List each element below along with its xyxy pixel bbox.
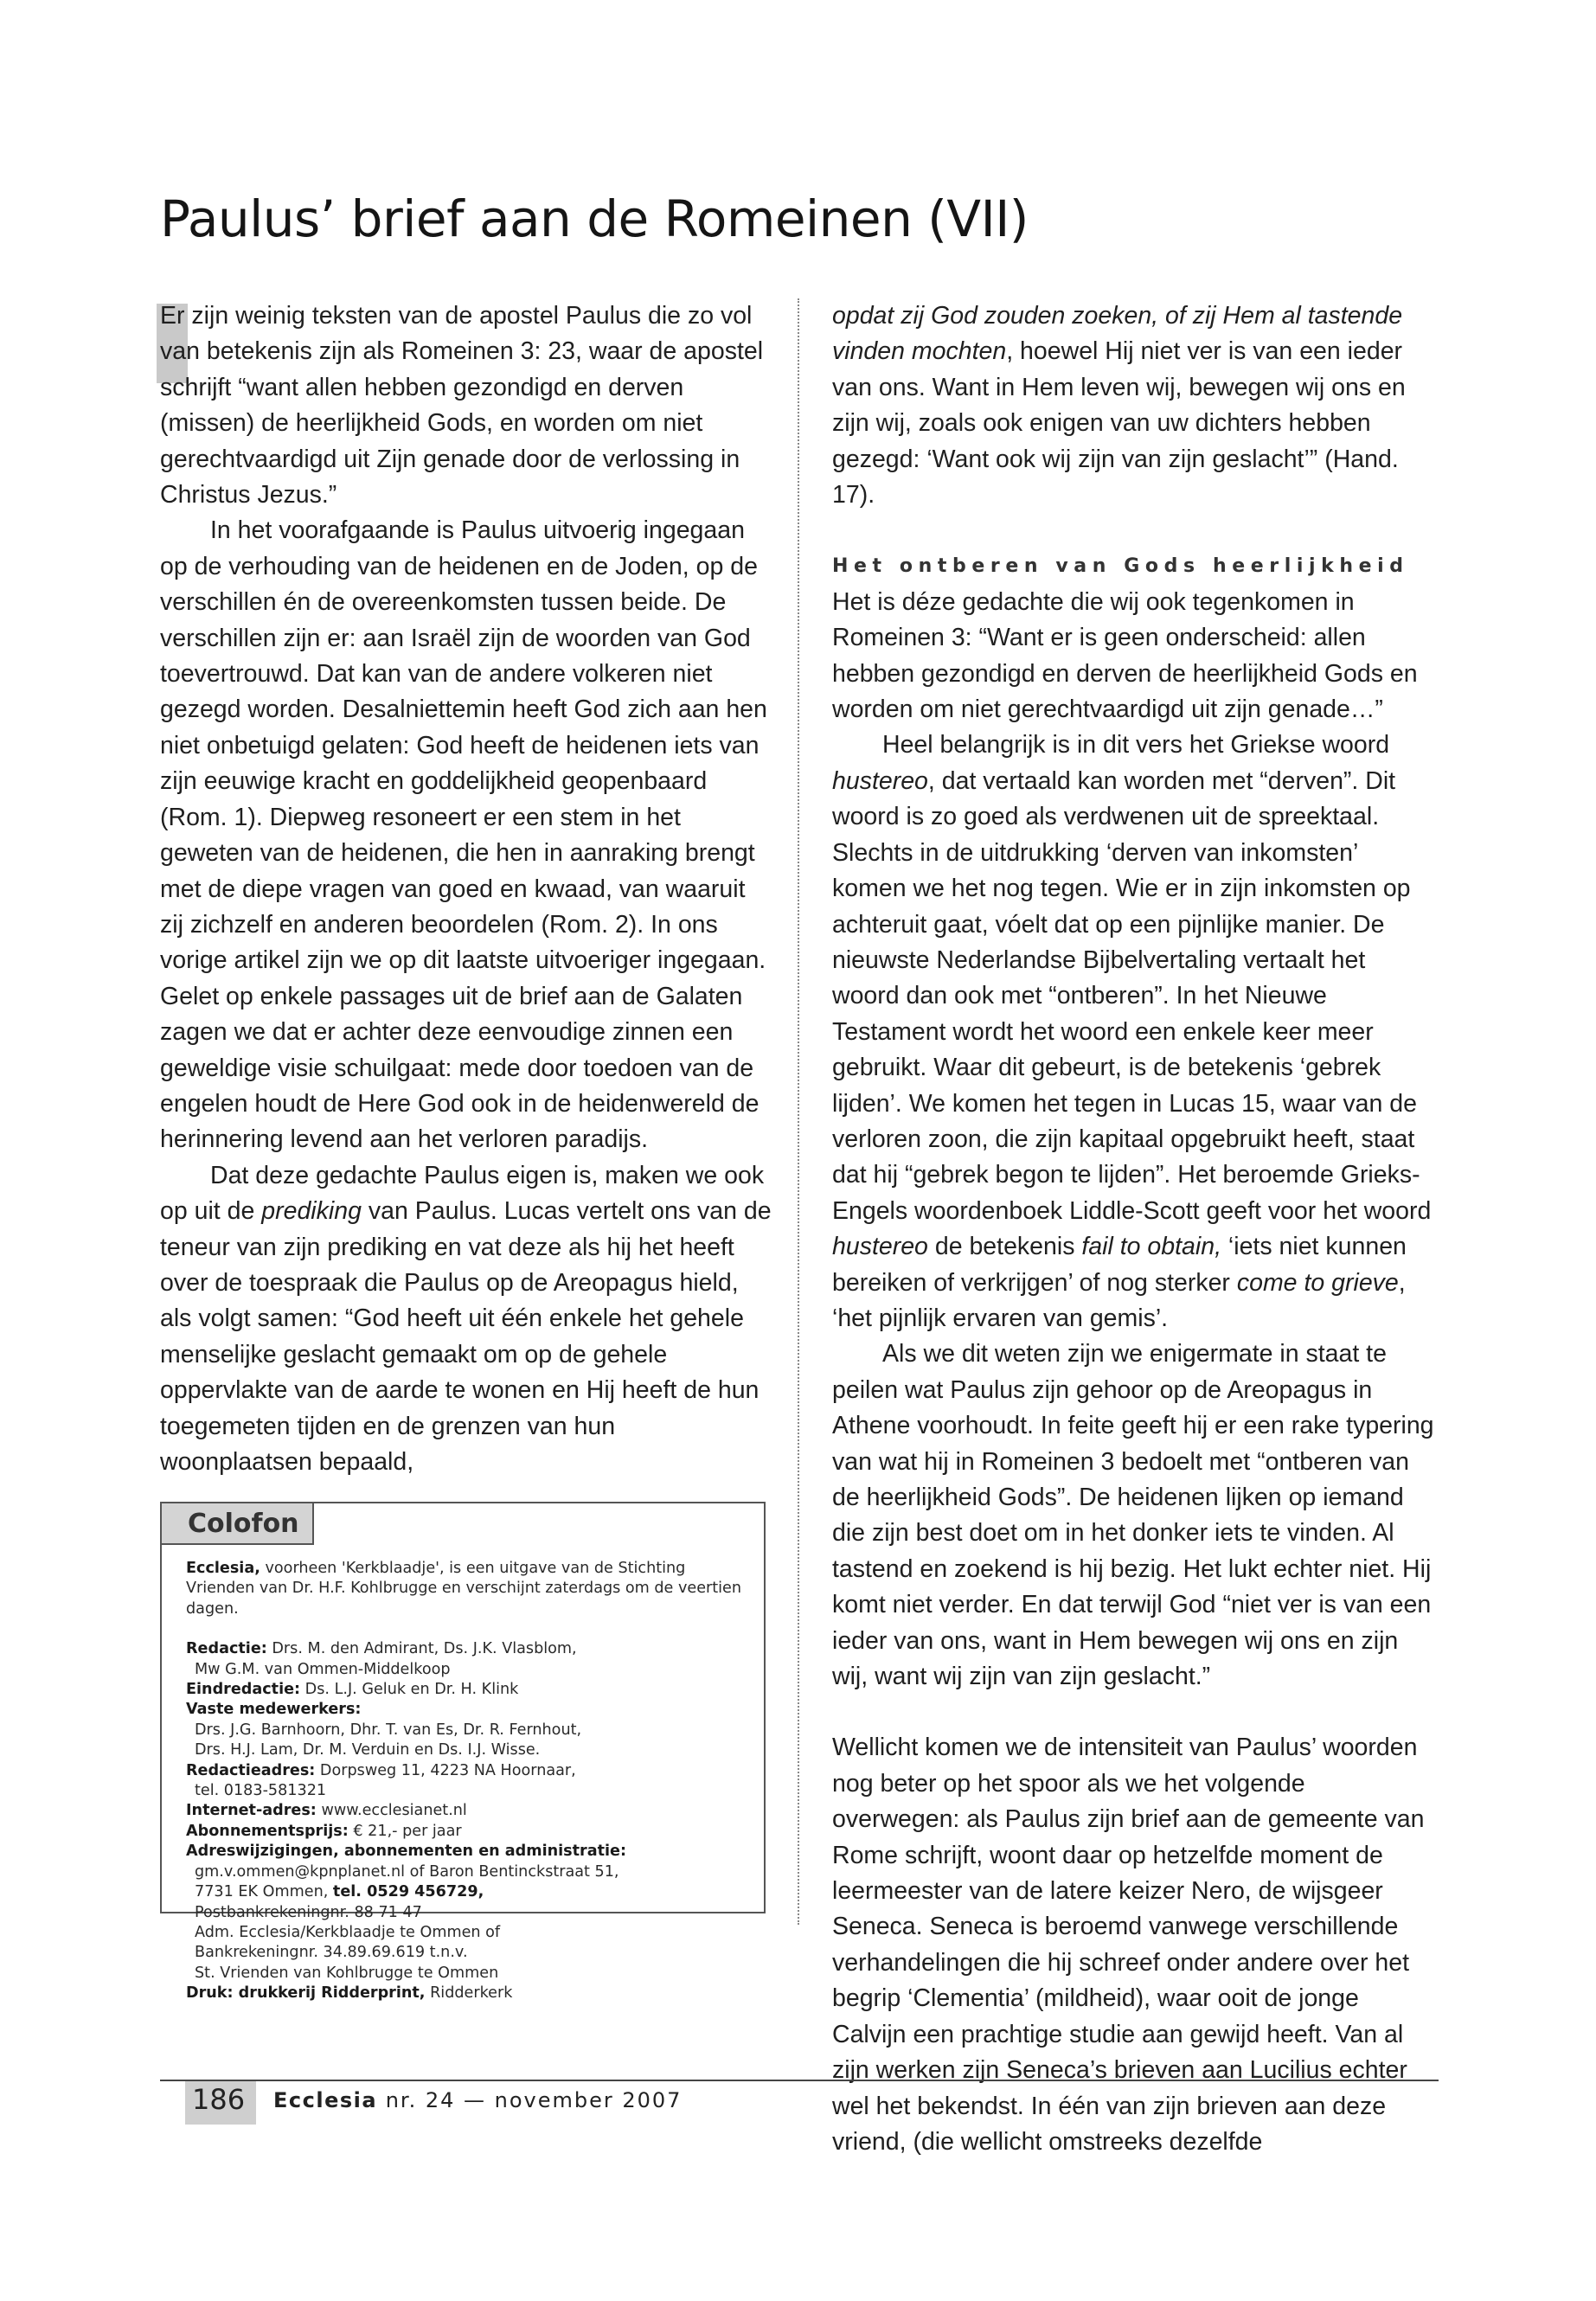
page-number: 186 [192,2083,246,2116]
section-heading: Het ontberen van Gods heerlijkheid [832,555,1409,578]
colofon-line: tel. 0183-581321 [195,1782,327,1800]
issue-info: nr. 24 — november 2007 [377,2088,683,2112]
paragraph: In het voorafgaande is Paulus uitvoerig ingegaan op de verhouding van de heidenen en de Joden, op de verschillen én de overeenkomsten tussen beide. De verschillen zijn er: aan Israël zijn de woorden van God toevertrouwd. Dat kan van de andere volkeren niet gezegd worden. Desalniettemin heeft God zich aan hen niet onbetuigd gelaten: God heeft de heidenen iets van zijn eeuwige kracht en goddelijkheid geopenbaard (Rom. 1). Diepweg resoneert er een stem in het geweten van de heidenen, die hen in aanraking brengt met de diepe vragen van goed en kwaad, van waaruit zij zichzelf en anderen beoordelen (Rom. 2). In ons vorige artikel zijn we op dit laatste uitvoeriger ingegaan. Gelet op enkele passages uit de brief aan de Galaten zagen we dat er achter deze eenvoudige zinnen een geweldige visie schuilgaat: mede door toedoen van de engelen houdt de Here God ook in de heidenwereld de herinnering levend aan het verloren paradijs. [160,516,767,1154]
colofon-vaste-label: Vaste medewerkers: [186,1701,362,1719]
paragraph: Heel belangrijk is in dit vers het Griekse woord hustereo, dat vertaald kan worden met “derven”. Dit woord is zo goed als verdwenen uit de spreektaal. Slechts in de uitdrukking ‘derven van inkomsten’ komen we het nog tegen. Wie er in zijn inkomsten op achteruit gaat, vóelt dat op een pijnlijke manier. De nieuwste Nederlandse Bijbelvertaling vertaalt het woord dan ook met “ontberen”. In het Nieuwe Testament wordt het woord een enkele keer meer gebruikt. Waar dit gebeurt, is de betekenis ‘gebrek lijden’. We komen het tegen in Lucas 15, waar van de verloren zoon, die zijn kapitaal opgebruikt heeft, staat dat hij “gebrek begon te lijden”. Het beroemde Grieks-Engels woordenboek Liddle-Scott geeft voor het woord hustereo de betekenis fail to obtain, ‘iets niet kunnen bereiken of verkrijgen’ of nog sterker come to grieve, ‘het pijnlijk ervaren van gemis’. [832,731,1432,1332]
colofon-line: Postbankrekeningnr. 88 71 47 [195,1903,422,1921]
paragraph: Wellicht komen we de intensiteit van Paulus’ woorden nog beter op het spoor als we het volgende overwegen: als Paulus zijn brief aan de gemeente van Rome schrijft, woont daar op hetzelfde moment de leermeester van de latere keizer Nero, de wijsgeer Seneca. Seneca is beroemd vanwege verschillende verhandelingen die hij schreef onder andere over het begrip ‘Clementia’ (mildheid), waar ooit de jonge Calvijn een prachtige studie aan gewijd heeft. Van al zijn werken zijn Seneca’s brieven aan Lucilius echter wel het bekendst. In één van zijn brieven aan deze vriend, (die wellicht omstreeks dezelfde [832,1734,1425,2156]
paragraph: Er zijn weinig teksten van de apostel Paulus die zo vol van betekenis zijn als Romeinen 3: 23, waar de apostel schrijft “want allen hebben gezondigd en derven (missen) de heerlijkheid Gods, en worden om niet gerechtvaardigd uit Zijn genade door de verlossing in Christus Jezus.” [160,302,764,510]
colofon-eindredactie: Eindredactie: Ds. L.J. Geluk en Dr. H. Klink [186,1681,519,1699]
colofon-line: Bankrekeningnr. 34.89.69.619 t.n.v. [195,1944,468,1962]
page-title: Paulus’ brief aan de Romeinen (VII) [160,189,1029,248]
paragraph: opdat zij God zouden zoeken, of zij Hem al tastende vinden mochten, hoewel Hij niet ver is van een ieder van ons. Want in Hem leven wij, bewegen wij ons en zijn wij, zoals ook enigen van uw dichters hebben gezegd: ‘Want ook wij zijn van zijn geslacht’” (Hand. 17). [832,302,1406,510]
journal-name: Ecclesia [273,2088,378,2112]
footer-rule [160,2080,1439,2081]
colofon-line: Adm. Ecclesia/Kerkblaadje te Ommen of [195,1923,501,1941]
colofon-redactie: Redactie: Drs. M. den Admirant, Ds. J.K. Vlasblom, [186,1640,577,1658]
colofon-body [186,1559,748,2004]
paragraph: Dat deze gedachte Paulus eigen is, maken we ook op uit de prediking van Paulus. Lucas vertelt ons van de teneur van zijn prediking en vat deze als hij het heeft over de toespraak die Paulus op de Areopagus hield, als volgt samen: “God heeft uit één enkele het gehele menselijke geslacht gemaakt om op de gehele oppervlakte van de aarde te wonen en Hij heeft de hun toegemeten tijden en de grenzen van hun woonplaatsen bepaald, [160,1161,772,1476]
colofon-line: Mw G.M. van Ommen-Middelkoop [195,1660,451,1678]
paragraph: Het is déze gedachte die wij ook tegenkomen in Romeinen 3: “Want er is geen onderscheid: allen hebben gezondigd en derven de heerlijkheid Gods en worden om niet gerechtvaardigd uit zijn genade…” [832,587,1418,724]
left-column [160,298,772,1480]
colofon-line: 7731 EK Ommen, tel. 0529 456729, [195,1883,484,1901]
dropcap-paragraph [160,298,772,513]
colofon-druk: Druk: drukkerij Ridderprint, Ridderkerk [186,1984,513,2003]
footer-journal [273,2088,682,2112]
paragraph: Als we dit weten zijn we enigermate in staat te peilen wat Paulus zijn gehoor op de Areopagus in Athene voorhoudt. In feite geeft hij er een rake typering van wat hij in Romeinen 3 bedoelt met “ontberen van de heerlijkheid Gods”. De heidenen lijken op iemand die zijn best doet om in het donker iets te vinden. Al tastend en zoekend is hij bezig. Het lukt echter niet. Hij komt niet verder. En dat terwijl God “niet ver is van een ieder van ons, want in Hem bewegen wij ons en zijn wij, want wij zijn van zijn geslacht.” [832,1340,1434,1691]
colofon-abonnement: Abonnementsprijs: € 21,- per jaar [186,1822,462,1840]
colofon-redactieadres: Redactieadres: Dorpsweg 11, 4223 NA Hoornaar, [186,1761,576,1779]
colofon-line: Drs. H.J. Lam, Dr. M. Verduin en Ds. I.J. Wisse. [195,1741,541,1759]
colofon-internet: Internet-adres: www.ecclesianet.nl [186,1802,467,1820]
colofon-line: gm.v.ommen@kpnplanet.nl of Baron Bentinckstraat 51, [195,1862,619,1881]
colofon-line: Drs. J.G. Barnhoorn, Dhr. T. van Es, Dr. R. Fernhout, [195,1721,582,1739]
right-column [832,298,1438,2160]
colofon-title: Colofon [188,1509,299,1539]
column-divider [798,298,799,1925]
colofon-intro: Ecclesia, voorheen 'Kerkblaadje', is een uitgave van de Stichting Vrienden van Dr. H.F. Kohlbrugge en verschijnt zaterdags om de veertien dagen. [186,1560,742,1618]
colofon-line: St. Vrienden van Kohlbrugge te Ommen [195,1964,499,1982]
colofon-box [160,1502,766,2003]
colofon-adres-label: Adreswijzigingen, abonnementen en administratie: [186,1843,627,1861]
